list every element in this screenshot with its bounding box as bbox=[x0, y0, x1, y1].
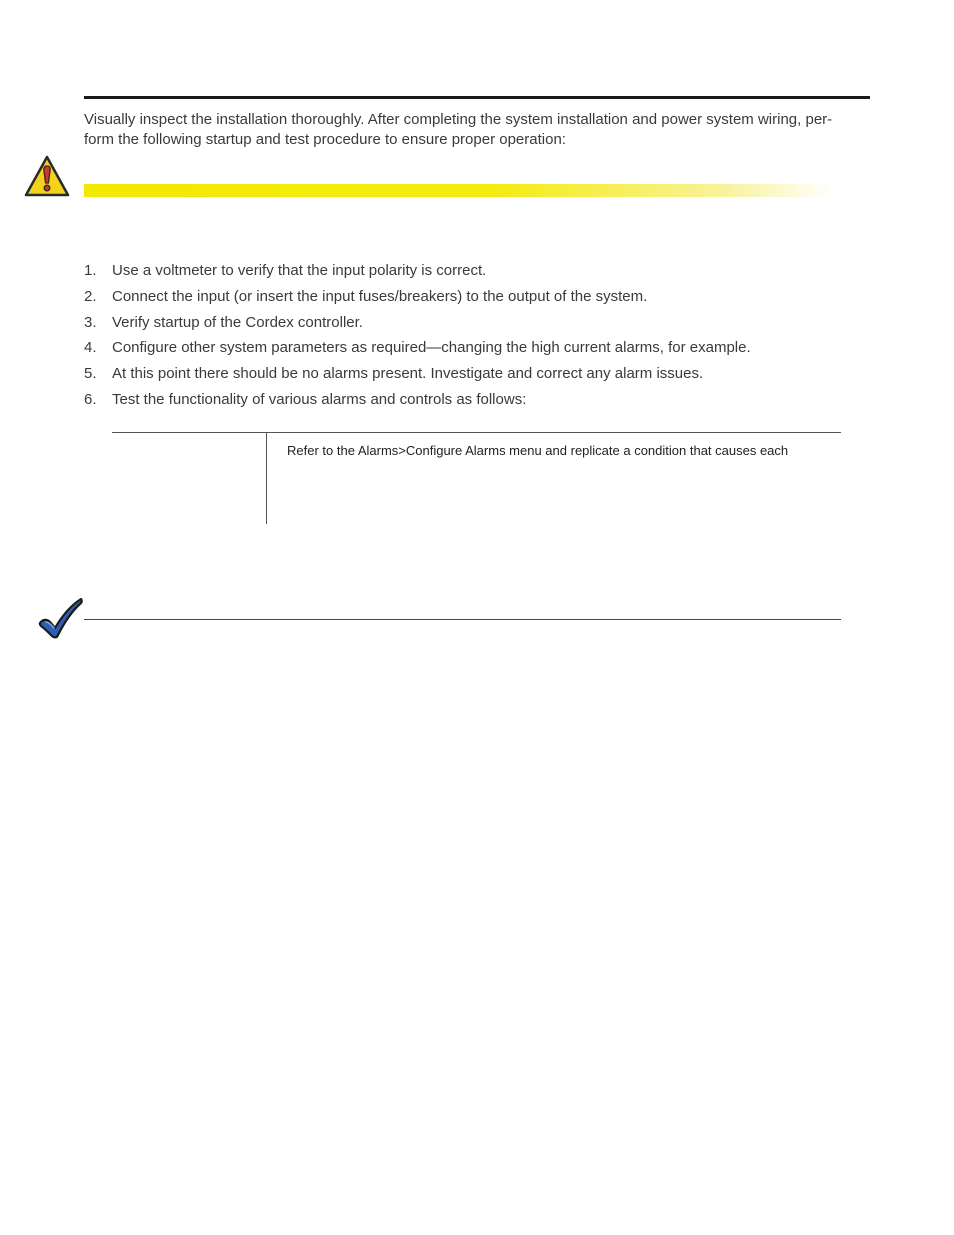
step-text: Use a voltmeter to verify that the input polarity is correct. bbox=[112, 262, 487, 279]
alarm-test-table bbox=[112, 432, 841, 524]
step-text: At this point there should be no alarms present. Investigate and correct any alarm issues. bbox=[112, 365, 704, 383]
list-item bbox=[84, 287, 751, 313]
step-text: Connect the input (or insert the input fuses/breakers) to the output of the system. bbox=[112, 287, 648, 305]
list-item bbox=[84, 390, 751, 416]
step-text: Verify startup of the Cordex controller. bbox=[112, 313, 363, 331]
warning-highlight-bar bbox=[84, 184, 834, 197]
warning-triangle-icon bbox=[24, 154, 70, 198]
list-item bbox=[84, 364, 751, 390]
list-item bbox=[84, 338, 751, 364]
step-text: Configure other system parameters as required—changing the high current alarms, for example. bbox=[112, 339, 751, 357]
list-item bbox=[84, 313, 751, 339]
step-text: Test the functionality of various alarms and controls as follows: bbox=[112, 390, 527, 408]
list-item bbox=[84, 261, 751, 287]
step-number: 3. bbox=[84, 313, 97, 331]
intro-line-1: Visually inspect the installation thoroughly. After completing the system installation and power system wiring, per- bbox=[84, 111, 833, 128]
header-rule bbox=[84, 96, 870, 99]
procedure-steps bbox=[84, 261, 751, 416]
table-cell-description: Refer to the Alarms>Configure Alarms menu and replicate a condition that causes each bbox=[287, 443, 789, 458]
step-number: 4. bbox=[84, 339, 97, 357]
table-column-divider bbox=[266, 432, 267, 524]
step-number: 5. bbox=[84, 365, 97, 383]
checkmark-icon bbox=[38, 597, 84, 639]
table-top-rule bbox=[112, 432, 841, 433]
intro-paragraph bbox=[84, 110, 870, 150]
step-number: 6. bbox=[84, 390, 97, 408]
step-number: 1. bbox=[84, 262, 97, 279]
intro-line-2: form the following startup and test procedure to ensure proper operation: bbox=[84, 131, 566, 148]
step-number: 2. bbox=[84, 287, 97, 305]
note-rule bbox=[84, 619, 841, 620]
